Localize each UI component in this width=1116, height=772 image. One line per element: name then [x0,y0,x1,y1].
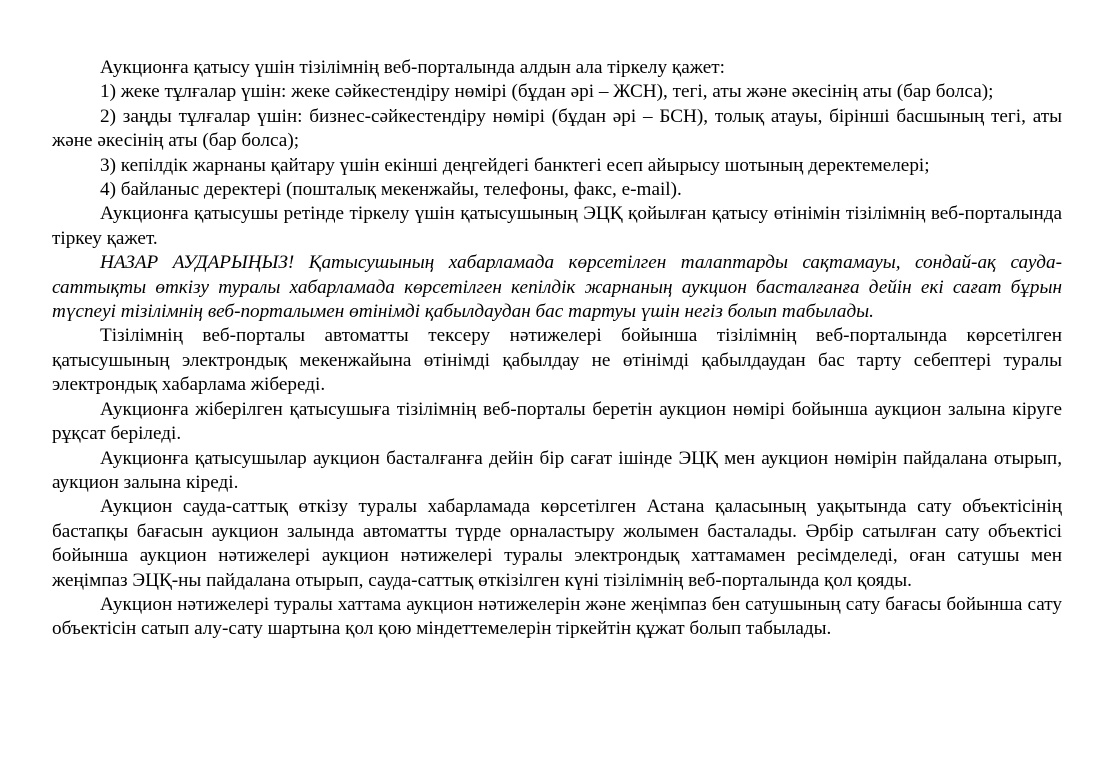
paragraph-item-3: 3) кепілдік жарнаны қайтару үшін екінші деңгейдегі банктегі есеп айырысу шотының деректемелері; [100,154,930,176]
paragraph-auto-check: Тізілімнің веб-порталы автоматты тексеру нәтижелері бойынша тізілімнің веб-порталында көрсетілген қатысушының электрондық мекенжайына өтінімді қабылдау не өтінімді қабылдаудан бас тарту себептері туралы электрондық хабарлама жібереді. [52,325,1062,396]
document-body [52,56,1062,642]
paragraph-item-4: 4) байланыс деректері (пошталық мекенжайы, телефоны, факс, e-mail). [100,179,682,201]
paragraph-warning: НАЗАР АУДАРЫҢЫЗ! Қатысушының хабарламада көрсетілген талаптарды сақтамауы, сондай-ақ сауда-саттықты өткізу туралы хабарламада көрсетілген кепілдік жарнаның аукцион басталғанға дейін екі сағат бұрын түспеуі тізілімнің веб-порталымен өтінімді қабылдаудан бас тартуы үшін негіз болып табылады. [52,252,1062,323]
paragraph-protocol: Аукцион нәтижелері туралы хаттама аукцион нәтижелерін және жеңімпаз бен сатушының сату бағасы бойынша сату объектісін сатып алу-сату шартына қол қою міндеттемелерін тіркейтін құжат болып табылады. [52,593,1062,640]
paragraph-auction-start: Аукцион сауда-саттық өткізу туралы хабарламада көрсетілген Астана қаласының уақытында сату объектісінің бастапқы бағасын аукцион залында автоматты түрде орналастыру жолымен басталады. Әрбір сатылған сату объектісі бойынша аукцион нәтижелері аукцион нәтижелері туралы электрондық хаттамамен ресімделеді, оған сатушы мен жеңімпаз ЭЦҚ-ны пайдалана отырып, сауда-саттық өткізілген күні тізілімнің веб-порталында қол қояды. [52,496,1062,591]
paragraph-access: Аукционға жіберілген қатысушыға тізілімнің веб-порталы беретін аукцион нөмірі бойынша аукцион залына кіруге рұқсат беріледі. [52,398,1062,445]
paragraph-item-2: 2) заңды тұлғалар үшін: бизнес-сәйкестендіру нөмірі (бұдан әрі – БСН), толық атауы, бірінші басшының тегі, аты және әкесінің аты (бар болса); [52,105,1062,152]
paragraph-registration: Аукционға қатысушы ретінде тіркелу үшін қатысушының ЭЦҚ қойылған қатысу өтінімін тізілімнің веб-порталында тіркеу қажет. [52,203,1062,249]
paragraph-entry: Аукционға қатысушылар аукцион басталғанға дейін бір сағат ішінде ЭЦҚ мен аукцион нөмірін пайдалана отырып, аукцион залына кіреді. [52,447,1062,493]
paragraph-item-1: 1) жеке тұлғалар үшін: жеке сәйкестендіру нөмірі (бұдан әрі – ЖСН), тегі, аты және әкесінің аты (бар болса); [100,81,994,103]
paragraph-intro: Аукционға қатысу үшін тізілімнің веб-порталында алдын ала тіркелу қажет: [100,57,725,78]
